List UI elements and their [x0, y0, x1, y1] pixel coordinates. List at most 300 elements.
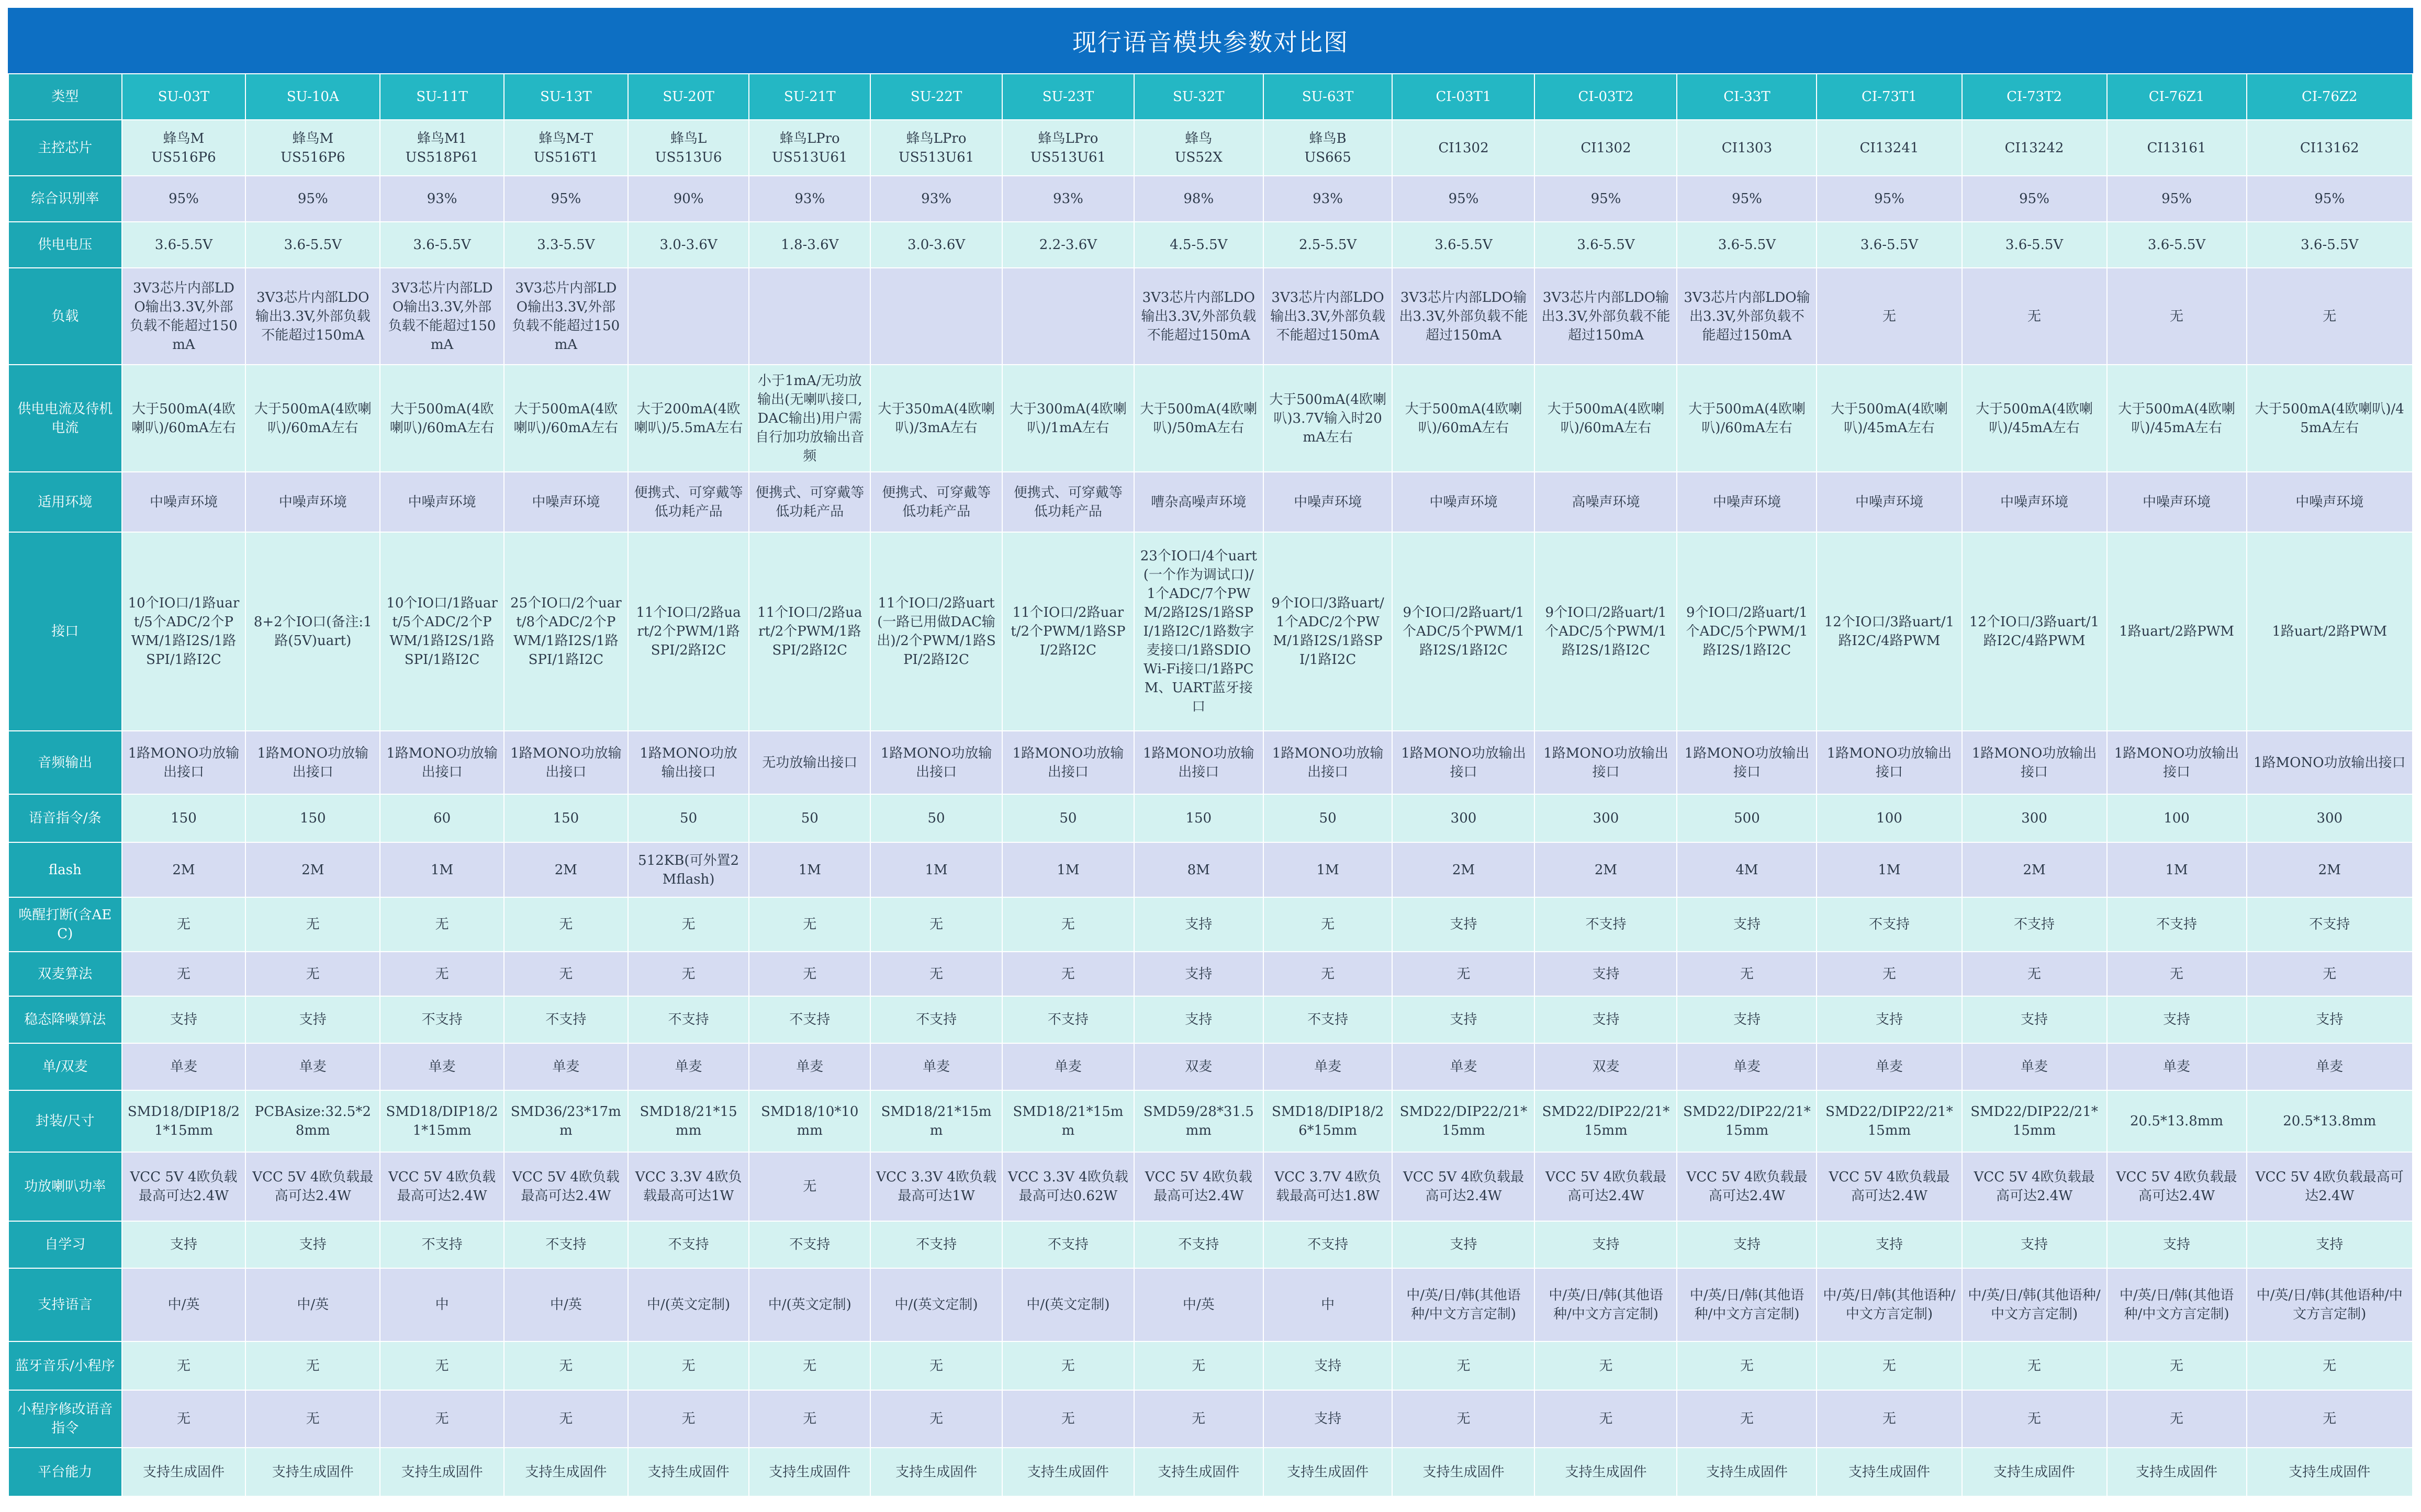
- table-cell: 1路MONO功放输出接口: [1817, 731, 1962, 794]
- table-cell: 中噪声环境: [245, 472, 380, 532]
- table-cell: 无: [504, 897, 628, 952]
- table-cell: 无: [749, 897, 870, 952]
- table-cell: 中/英: [122, 1268, 246, 1341]
- header-label: 类型: [8, 74, 122, 120]
- table-cell: 95%: [245, 176, 380, 222]
- table-cell: 不支持: [749, 996, 870, 1043]
- row-label: 语音指令/条: [8, 794, 122, 842]
- table-cell: 93%: [749, 176, 870, 222]
- table-cell: SMD18/DIP18/26*15mm: [1263, 1090, 1393, 1152]
- table-cell: 中/英/日/韩(其他语种/中文方言定制): [1962, 1268, 2107, 1341]
- table-cell: 1路MONO功放输出接口: [870, 731, 1002, 794]
- table-cell: VCC 5V 4欧负载最高可达2.4W: [2247, 1152, 2413, 1221]
- table-cell: 1路MONO功放输出接口: [1962, 731, 2107, 794]
- table-cell: 支持生成固件: [1534, 1448, 1677, 1496]
- table-cell: 50: [870, 794, 1002, 842]
- table-cell: 3.6-5.5V: [2107, 222, 2247, 268]
- table-cell: 不支持: [1263, 996, 1393, 1043]
- table-cell: 蜂鸟M1 US518P61: [380, 120, 504, 176]
- table-cell: 150: [1134, 794, 1263, 842]
- table-cell: 1路MONO功放输出接口: [1002, 731, 1134, 794]
- table-cell: SMD22/DIP22/21*15mm: [1392, 1090, 1534, 1152]
- table-cell: 300: [1962, 794, 2107, 842]
- table-cell: 中噪声环境: [1263, 472, 1393, 532]
- model-header-ci-33t: CI-33T: [1677, 74, 1817, 120]
- table-cell: 1M: [2107, 842, 2247, 897]
- table-cell: 不支持: [2247, 897, 2413, 952]
- table-cell: 95%: [1392, 176, 1534, 222]
- table-cell: 支持: [1392, 1221, 1534, 1268]
- table-cell: 95%: [1962, 176, 2107, 222]
- table-cell: 50: [1002, 794, 1134, 842]
- table-cell: 11个IO口/2路uart(一路已用做DAC输出)/2个PWM/1路SPI/2路I2C: [870, 532, 1002, 731]
- table-row: [8, 731, 2413, 794]
- model-header-ci-73t1: CI-73T1: [1817, 74, 1962, 120]
- table-cell: 10个IO口/1路uart/5个ADC/2个PWM/1路I2S/1路SPI/1路I2C: [380, 532, 504, 731]
- table-cell: 3.6-5.5V: [122, 222, 246, 268]
- table-cell: 150: [122, 794, 246, 842]
- model-header-su-32t: SU-32T: [1134, 74, 1263, 120]
- table-cell: 无: [870, 952, 1002, 996]
- table-row: [8, 1448, 2413, 1496]
- table-cell: 3V3芯片内部LDO输出3.3V,外部负载不能超过150mA: [1263, 268, 1393, 365]
- table-cell: 中: [1263, 1268, 1393, 1341]
- table-cell: 1路MONO功放输出接口: [2247, 731, 2413, 794]
- table-cell: VCC 3.3V 4欧负载最高可达1W: [870, 1152, 1002, 1221]
- table-row: [8, 1341, 2413, 1390]
- table-cell: 150: [504, 794, 628, 842]
- table-cell: 无: [245, 952, 380, 996]
- table-cell: 11个IO口/2路uart/2个PWM/1路SPI/2路I2C: [749, 532, 870, 731]
- table-cell: 单麦: [1392, 1043, 1534, 1090]
- table-cell: 8M: [1134, 842, 1263, 897]
- table-cell: 无: [380, 952, 504, 996]
- row-label: 支持语言: [8, 1268, 122, 1341]
- table-cell: CI1302: [1534, 120, 1677, 176]
- table-cell: 无: [628, 1341, 749, 1390]
- table-cell: VCC 5V 4欧负载最高可达2.4W: [1677, 1152, 1817, 1221]
- table-cell: 中噪声环境: [504, 472, 628, 532]
- table-cell: 中噪声环境: [122, 472, 246, 532]
- table-cell: 无: [504, 1390, 628, 1448]
- table-cell: 中噪声环境: [2247, 472, 2413, 532]
- table-cell: 无: [749, 1390, 870, 1448]
- table-cell: 9个IO口/2路uart/1个ADC/5个PWM/1路I2S/1路I2C: [1534, 532, 1677, 731]
- row-label: 负载: [8, 268, 122, 365]
- table-cell: 支持: [245, 1221, 380, 1268]
- table-row: [8, 1268, 2413, 1341]
- table-cell: 3.6-5.5V: [1392, 222, 1534, 268]
- row-label: 封装/尺寸: [8, 1090, 122, 1152]
- table-cell: 1路MONO功放输出接口: [1134, 731, 1263, 794]
- table-cell: VCC 5V 4欧负载最高可达2.4W: [1392, 1152, 1534, 1221]
- table-cell: 支持: [2107, 996, 2247, 1043]
- table-cell: 中/(英文定制): [749, 1268, 870, 1341]
- table-cell: 11个IO口/2路uart/2个PWM/1路SPI/2路I2C: [1002, 532, 1134, 731]
- table-cell: 支持生成固件: [749, 1448, 870, 1496]
- table-cell: 便携式、可穿戴等低功耗产品: [628, 472, 749, 532]
- table-cell: VCC 5V 4欧负载最高可达2.4W: [1817, 1152, 1962, 1221]
- table-cell: 大于300mA(4欧喇叭)/1mA左右: [1002, 365, 1134, 472]
- table-cell: 中噪声环境: [1817, 472, 1962, 532]
- table-cell: 无: [2247, 1341, 2413, 1390]
- table-cell: CI1303: [1677, 120, 1817, 176]
- table-cell: VCC 5V 4欧负载最高可达2.4W: [1962, 1152, 2107, 1221]
- table-cell: 单麦: [245, 1043, 380, 1090]
- table-cell: VCC 3.7V 4欧负载最高可达1.8W: [1263, 1152, 1393, 1221]
- table-cell: 不支持: [1002, 996, 1134, 1043]
- table-row: [8, 996, 2413, 1043]
- table-cell: 3V3芯片内部LDO输出3.3V,外部负载不能超过150mA: [1134, 268, 1263, 365]
- table-cell: 3.6-5.5V: [245, 222, 380, 268]
- table-cell: 无: [380, 1341, 504, 1390]
- table-cell: 支持: [245, 996, 380, 1043]
- row-label: 唤醒打断(含AEC): [8, 897, 122, 952]
- table-cell: 不支持: [749, 1221, 870, 1268]
- table-cell: 1路MONO功放输出接口: [1263, 731, 1393, 794]
- model-header-su-23t: SU-23T: [1002, 74, 1134, 120]
- table-cell: 支持生成固件: [380, 1448, 504, 1496]
- table-cell: 大于500mA(4欧喇叭)/45mA左右: [2107, 365, 2247, 472]
- table-cell: 单麦: [1677, 1043, 1817, 1090]
- table-cell: 大于500mA(4欧喇叭)/60mA左右: [122, 365, 246, 472]
- row-label: 适用环境: [8, 472, 122, 532]
- table-cell: 单麦: [1263, 1043, 1393, 1090]
- table-cell: 无功放输出接口: [749, 731, 870, 794]
- table-cell: 支持: [2247, 1221, 2413, 1268]
- table-cell: 支持生成固件: [628, 1448, 749, 1496]
- table-cell: 无: [1002, 1390, 1134, 1448]
- table-cell: 大于500mA(4欧喇叭)/60mA左右: [504, 365, 628, 472]
- table-cell: 中/英/日/韩(其他语种/中文方言定制): [2247, 1268, 2413, 1341]
- table-cell: 无: [2247, 268, 2413, 365]
- table-cell: 8+2个IO口(备注:1路(5V)uart): [245, 532, 380, 731]
- table-cell: 中/英/日/韩(其他语种/中文方言定制): [1392, 1268, 1534, 1341]
- table-cell: 支持生成固件: [2107, 1448, 2247, 1496]
- table-cell: 单麦: [504, 1043, 628, 1090]
- table-cell: 中/(英文定制): [1002, 1268, 1134, 1341]
- table-cell: 无: [1817, 1341, 1962, 1390]
- table-cell: VCC 5V 4欧负载最高可达2.4W: [2107, 1152, 2247, 1221]
- table-cell: VCC 5V 4欧负载最高可达2.4W: [122, 1152, 246, 1221]
- row-label: 平台能力: [8, 1448, 122, 1496]
- table-cell: 无: [245, 1341, 380, 1390]
- table-cell: 单麦: [2107, 1043, 2247, 1090]
- table-cell: 无: [1817, 952, 1962, 996]
- table-cell: 3.0-3.6V: [628, 222, 749, 268]
- row-label: 功放喇叭功率: [8, 1152, 122, 1221]
- table-cell: 单麦: [1002, 1043, 1134, 1090]
- table-cell: 2.2-3.6V: [1002, 222, 1134, 268]
- table-cell: VCC 5V 4欧负载最高可达2.4W: [380, 1152, 504, 1221]
- table-cell: SMD18/DIP18/21*15mm: [122, 1090, 246, 1152]
- table-cell: 95%: [1534, 176, 1677, 222]
- table-cell: 支持: [2247, 996, 2413, 1043]
- table-cell: 单麦: [2247, 1043, 2413, 1090]
- table-cell: 23个IO口/4个uart(一个作为调试口)/1个ADC/7个PWM/2路I2S/1路SPI/1路I2C/1路数字麦接口/1路SDIO Wi-Fi接口/1路PCM、UART蓝牙接口: [1134, 532, 1263, 731]
- row-label: 供电电流及待机电流: [8, 365, 122, 472]
- table-cell: 支持: [1677, 897, 1817, 952]
- table-cell: 无: [1817, 268, 1962, 365]
- table-cell: 不支持: [1134, 1221, 1263, 1268]
- table-cell: 蜂鸟LPro US513U61: [1002, 120, 1134, 176]
- table-cell: 嘈杂高噪声环境: [1134, 472, 1263, 532]
- model-header-su-20t: SU-20T: [628, 74, 749, 120]
- table-cell: 1M: [380, 842, 504, 897]
- table-cell: 单麦: [380, 1043, 504, 1090]
- table-cell: 单麦: [122, 1043, 246, 1090]
- table-cell: 支持生成固件: [1677, 1448, 1817, 1496]
- table-cell: 中/英/日/韩(其他语种/中文方言定制): [1534, 1268, 1677, 1341]
- table-cell: 1路MONO功放输出接口: [245, 731, 380, 794]
- table-row: [8, 120, 2413, 176]
- table-cell: 无: [2107, 1341, 2247, 1390]
- table-cell: 3.6-5.5V: [380, 222, 504, 268]
- table-cell: 支持: [1817, 1221, 1962, 1268]
- table-cell: PCBAsize:32.5*28mm: [245, 1090, 380, 1152]
- table-cell: 无: [1002, 952, 1134, 996]
- row-label: 双麦算法: [8, 952, 122, 996]
- table-cell: 无: [870, 1341, 1002, 1390]
- table-cell: 93%: [380, 176, 504, 222]
- table-cell: 3.6-5.5V: [1962, 222, 2107, 268]
- table-cell: 高噪声环境: [1534, 472, 1677, 532]
- table-cell: 大于500mA(4欧喇叭)/60mA左右: [380, 365, 504, 472]
- table-cell: 无: [1677, 1341, 1817, 1390]
- table-cell: 蜂鸟M-T US516T1: [504, 120, 628, 176]
- table-cell: 支持: [1962, 1221, 2107, 1268]
- table-cell: 150: [245, 794, 380, 842]
- table-cell: 支持生成固件: [1134, 1448, 1263, 1496]
- table-cell: 不支持: [380, 996, 504, 1043]
- table-cell: CI1302: [1392, 120, 1534, 176]
- table-row: [8, 1221, 2413, 1268]
- table-cell: 3V3芯片内部LDO输出3.3V,外部负载不能超过150mA: [504, 268, 628, 365]
- table-cell: 无: [1263, 897, 1393, 952]
- table-cell: 95%: [2107, 176, 2247, 222]
- table-cell: 9个IO口/2路uart/1个ADC/5个PWM/1路I2S/1路I2C: [1677, 532, 1817, 731]
- table-cell: 1M: [749, 842, 870, 897]
- table-row: [8, 897, 2413, 952]
- table-cell: 93%: [1002, 176, 1134, 222]
- table-cell: 无: [1962, 1341, 2107, 1390]
- table-cell: 支持: [1962, 996, 2107, 1043]
- table-cell: 1M: [1263, 842, 1393, 897]
- row-label: 主控芯片: [8, 120, 122, 176]
- table-cell: 单麦: [749, 1043, 870, 1090]
- table-cell: 支持: [1134, 952, 1263, 996]
- parameter-table: [8, 73, 2413, 1497]
- table-cell: 大于350mA(4欧喇叭)/3mA左右: [870, 365, 1002, 472]
- table-cell: 不支持: [628, 996, 749, 1043]
- table-cell: 50: [628, 794, 749, 842]
- table-cell: 不支持: [2107, 897, 2247, 952]
- table-cell: 3V3芯片内部LDO输出3.3V,外部负载不能超过150mA: [1392, 268, 1534, 365]
- table-cell: 12个IO口/3路uart/1路I2C/4路PWM: [1962, 532, 2107, 731]
- table-cell: 双麦: [1134, 1043, 1263, 1090]
- table-cell: 25个IO口/2个uart/8个ADC/2个PWM/1路I2S/1路SPI/1路I2C: [504, 532, 628, 731]
- table-cell: 支持生成固件: [245, 1448, 380, 1496]
- table-cell: 9个IO口/2路uart/1个ADC/5个PWM/1路I2S/1路I2C: [1392, 532, 1534, 731]
- table-cell: 1路MONO功放输出接口: [1677, 731, 1817, 794]
- table-cell: 无: [380, 1390, 504, 1448]
- row-label: 综合识别率: [8, 176, 122, 222]
- table-cell: 支持: [122, 1221, 246, 1268]
- table-cell: 无: [2107, 268, 2247, 365]
- table-cell: 支持: [2107, 1221, 2247, 1268]
- table-cell: 11个IO口/2路uart/2个PWM/1路SPI/2路I2C: [628, 532, 749, 731]
- table-cell: 无: [1392, 1390, 1534, 1448]
- table-cell: 100: [2107, 794, 2247, 842]
- table-cell: CI13242: [1962, 120, 2107, 176]
- table-row: [8, 1152, 2413, 1221]
- table-cell: 3.6-5.5V: [1534, 222, 1677, 268]
- table-cell: 无: [1817, 1390, 1962, 1448]
- model-header-su-03t: SU-03T: [122, 74, 246, 120]
- table-cell: 无: [2247, 1390, 2413, 1448]
- table-cell: 无: [1534, 1341, 1677, 1390]
- table-cell: 1路uart/2路PWM: [2247, 532, 2413, 731]
- table-cell: 无: [2247, 952, 2413, 996]
- table-cell: VCC 5V 4欧负载最高可达2.4W: [1134, 1152, 1263, 1221]
- table-cell: 60: [380, 794, 504, 842]
- table-cell: SMD59/28*31.5mm: [1134, 1090, 1263, 1152]
- table-cell: 无: [1677, 1390, 1817, 1448]
- model-header-ci-76z1: CI-76Z1: [2107, 74, 2247, 120]
- row-label: flash: [8, 842, 122, 897]
- table-cell: 300: [1392, 794, 1534, 842]
- row-label: 单/双麦: [8, 1043, 122, 1090]
- model-header-ci-03t2: CI-03T2: [1534, 74, 1677, 120]
- table-cell: 大于500mA(4欧喇叭)/60mA左右: [1392, 365, 1534, 472]
- table-cell: 无: [749, 1341, 870, 1390]
- table-row: [8, 365, 2413, 472]
- table-row: [8, 842, 2413, 897]
- table-cell: 不支持: [504, 996, 628, 1043]
- table-cell: 支持: [1534, 996, 1677, 1043]
- table-cell: 无: [870, 1390, 1002, 1448]
- table-cell: 蜂鸟M US516P6: [245, 120, 380, 176]
- table-cell: 无: [1962, 268, 2107, 365]
- table-cell: 95%: [122, 176, 246, 222]
- table-cell: 9个IO口/3路uart/1个ADC/2个PWM/1路I2S/1路SPI/1路I2C: [1263, 532, 1393, 731]
- table-cell: 中/(英文定制): [870, 1268, 1002, 1341]
- table-cell: 1路MONO功放输出接口: [380, 731, 504, 794]
- table-cell: 便携式、可穿戴等低功耗产品: [1002, 472, 1134, 532]
- row-label: 音频输出: [8, 731, 122, 794]
- table-cell: 无: [1134, 1390, 1263, 1448]
- table-cell: 3.6-5.5V: [1677, 222, 1817, 268]
- table-cell: SMD22/DIP22/21*15mm: [1677, 1090, 1817, 1152]
- table-cell: 1路MONO功放输出接口: [2107, 731, 2247, 794]
- table-cell: CI13162: [2247, 120, 2413, 176]
- table-cell: 无: [749, 952, 870, 996]
- table-cell: VCC 5V 4欧负载最高可达2.4W: [504, 1152, 628, 1221]
- table-cell: 100: [1817, 794, 1962, 842]
- table-row: [8, 532, 2413, 731]
- table-cell: 大于500mA(4欧喇叭)/45mA左右: [1962, 365, 2107, 472]
- table-cell: 不支持: [504, 1221, 628, 1268]
- table-cell: 支持生成固件: [870, 1448, 1002, 1496]
- table-cell: 大于500mA(4欧喇叭)/60mA左右: [1534, 365, 1677, 472]
- table-cell: 中/英/日/韩(其他语种/中文方言定制): [1677, 1268, 1817, 1341]
- table-cell: 2M: [1962, 842, 2107, 897]
- table-cell: 单麦: [1962, 1043, 2107, 1090]
- table-cell: SMD18/21*15mm: [870, 1090, 1002, 1152]
- table-cell: 大于500mA(4欧喇叭)/45mA左右: [2247, 365, 2413, 472]
- table-cell: 300: [1534, 794, 1677, 842]
- table-cell: SMD36/23*17mm: [504, 1090, 628, 1152]
- table-cell: 无: [1962, 952, 2107, 996]
- table-cell: 支持: [1134, 897, 1263, 952]
- table-cell: 无: [1002, 897, 1134, 952]
- table-cell: 95%: [2247, 176, 2413, 222]
- table-cell: 中/英: [245, 1268, 380, 1341]
- table-cell: 支持: [1534, 1221, 1677, 1268]
- row-label: 蓝牙音乐/小程序: [8, 1341, 122, 1390]
- table-cell: 无: [628, 952, 749, 996]
- table-cell: 50: [1263, 794, 1393, 842]
- table-cell: 无: [1392, 1341, 1534, 1390]
- table-cell: 1路MONO功放输出接口: [1534, 731, 1677, 794]
- model-header-su-21t: SU-21T: [749, 74, 870, 120]
- table-cell: 20.5*13.8mm: [2247, 1090, 2413, 1152]
- table-cell: 1路MONO功放输出接口: [122, 731, 246, 794]
- table-cell: 无: [1962, 1390, 2107, 1448]
- table-cell: 无: [122, 952, 246, 996]
- table-cell: 支持: [1817, 996, 1962, 1043]
- table-cell: 支持生成固件: [122, 1448, 246, 1496]
- table-cell: 90%: [628, 176, 749, 222]
- table-cell: 不支持: [870, 996, 1002, 1043]
- table-cell: 2M: [122, 842, 246, 897]
- table-cell: 支持: [1263, 1341, 1393, 1390]
- table-cell: 无: [1534, 1390, 1677, 1448]
- table-cell: 蜂鸟LPro US513U61: [870, 120, 1002, 176]
- table-cell: 支持生成固件: [1817, 1448, 1962, 1496]
- table-cell: 1M: [870, 842, 1002, 897]
- table-cell: CI13161: [2107, 120, 2247, 176]
- table-cell: 大于500mA(4欧喇叭)/60mA左右: [1677, 365, 1817, 472]
- table-cell: 中/英: [1134, 1268, 1263, 1341]
- table-cell: 支持: [1534, 952, 1677, 996]
- table-cell: SMD18/21*15mm: [1002, 1090, 1134, 1152]
- table-cell: 12个IO口/3路uart/1路I2C/4路PWM: [1817, 532, 1962, 731]
- table-cell: 1路MONO功放输出接口: [504, 731, 628, 794]
- table-cell: 中噪声环境: [1962, 472, 2107, 532]
- table-cell: SMD22/DIP22/21*15mm: [1817, 1090, 1962, 1152]
- table-cell: 3.6-5.5V: [2247, 222, 2413, 268]
- table-row: [8, 1090, 2413, 1152]
- table-cell: 无: [2107, 1390, 2247, 1448]
- table-cell: 2M: [2247, 842, 2413, 897]
- table-cell: 支持: [1392, 996, 1534, 1043]
- row-label: 自学习: [8, 1221, 122, 1268]
- table-cell: 3V3芯片内部LDO输出3.3V,外部负载不能超过150mA: [380, 268, 504, 365]
- table-cell: VCC 5V 4欧负载最高可达2.4W: [1534, 1152, 1677, 1221]
- table-cell: 无: [1002, 1341, 1134, 1390]
- table-cell: 便携式、可穿戴等低功耗产品: [870, 472, 1002, 532]
- table-cell: CI13241: [1817, 120, 1962, 176]
- table-cell: 无: [122, 1390, 246, 1448]
- table-cell: 单麦: [870, 1043, 1002, 1090]
- table-cell: 1路MONO功放输出接口: [628, 731, 749, 794]
- table-cell: 蜂鸟M US516P6: [122, 120, 246, 176]
- table-row: [8, 794, 2413, 842]
- table-cell: [1002, 268, 1134, 365]
- table-cell: 93%: [1263, 176, 1393, 222]
- table-cell: 无: [749, 1152, 870, 1221]
